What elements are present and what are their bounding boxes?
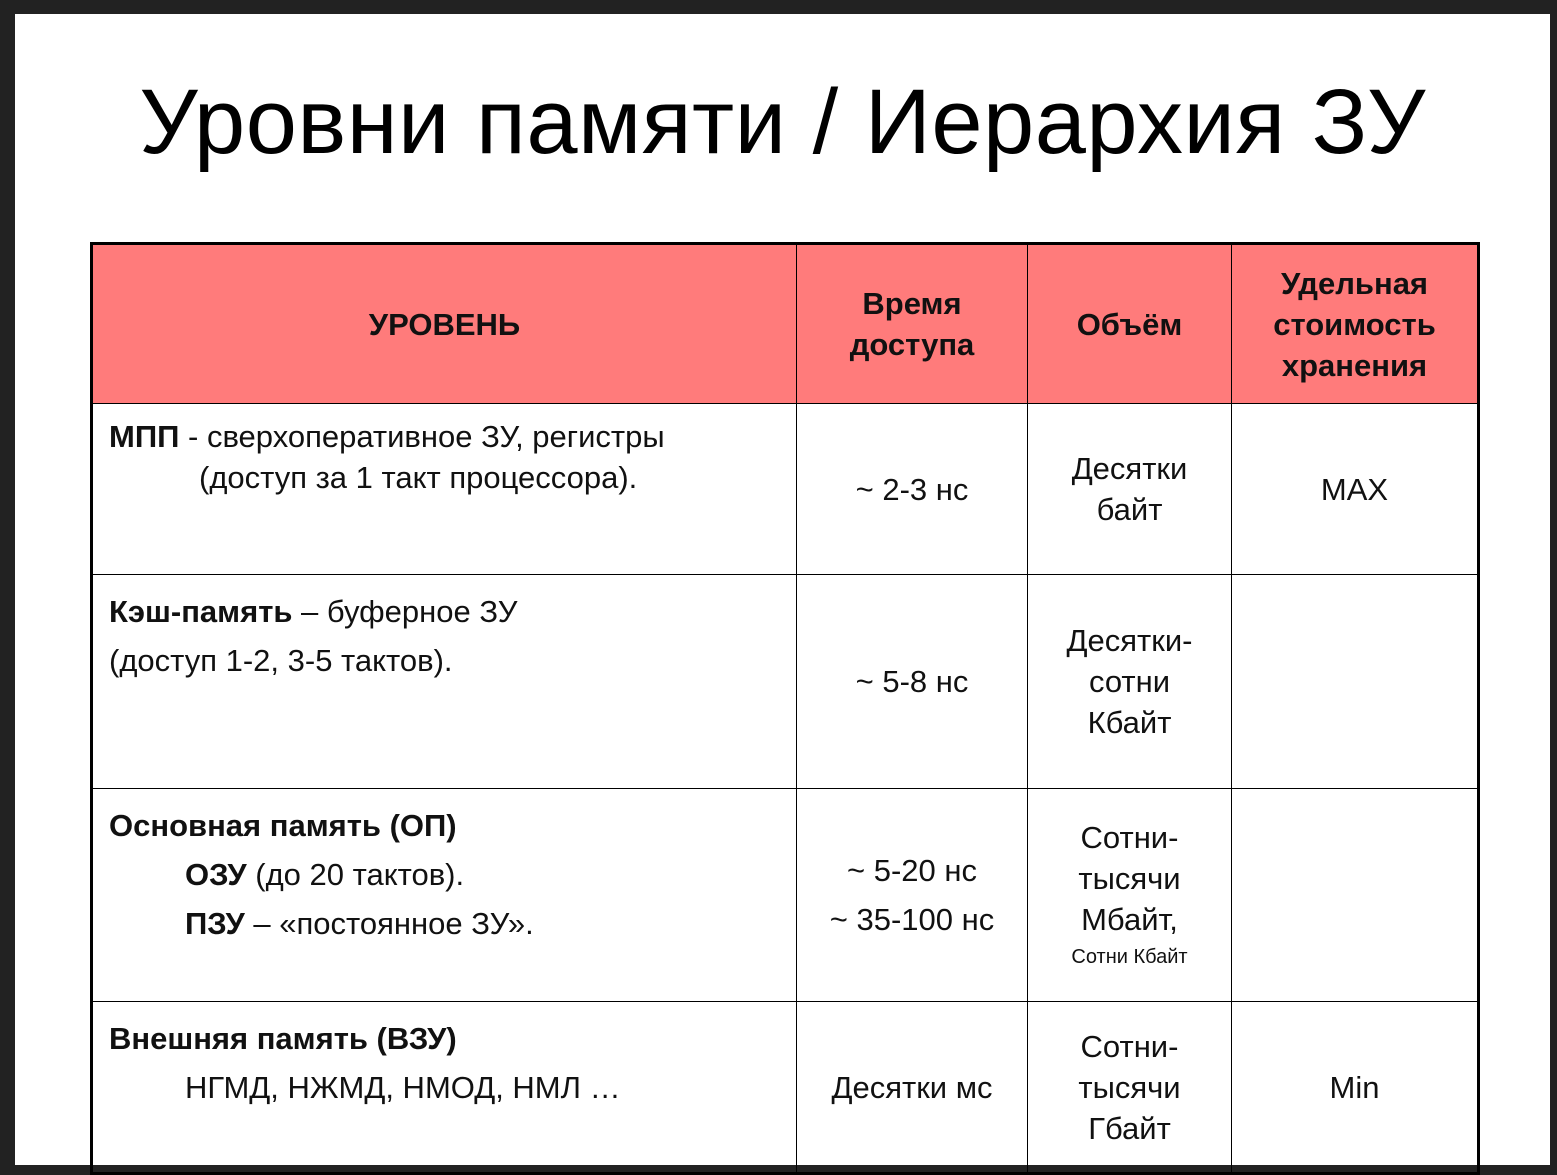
level-name: МПП (109, 419, 180, 454)
sub-level-ozu: ОЗУ (до 20 тактов). (185, 857, 465, 892)
table-row (92, 575, 1479, 789)
level-note: (доступ за 1 такт процессора). (199, 460, 638, 495)
volume-note: Сотни Кбайт (1071, 945, 1188, 968)
cell-level (92, 575, 797, 789)
level-note: НГМД, НЖМД, НМОД, НМЛ … (185, 1070, 621, 1105)
cell-cost: Min (1232, 1002, 1479, 1174)
header-volume: Объём (1028, 244, 1232, 404)
level-name: Кэш-память (109, 594, 293, 629)
level-description: – буферное ЗУ (292, 594, 518, 629)
level-description: - сверхоперативное ЗУ, регистры (179, 419, 665, 454)
cell-level (92, 1002, 797, 1174)
header-access-time: Время доступа (797, 244, 1028, 404)
cell-cost: MAX (1232, 404, 1479, 575)
cell-volume: Сотни- тысячи Мбайт, Сотни Кбайт (1028, 789, 1232, 1002)
header-level: УРОВЕНЬ (92, 244, 797, 404)
header-cost: Удельная стоимость хранения (1232, 244, 1479, 404)
cell-access-time: Десятки мс (797, 1002, 1028, 1174)
cell-cost (1232, 575, 1479, 789)
cell-access-time: ~ 5-20 нс ~ 35-100 нс (797, 789, 1028, 1002)
slide-title: Уровни памяти / Иерархия ЗУ (139, 71, 1426, 173)
memory-hierarchy-table (90, 242, 1480, 1175)
cell-volume: Сотни- тысячи Гбайт (1028, 1002, 1232, 1174)
table-row (92, 404, 1479, 575)
level-note: (доступ 1-2, 3-5 тактов). (109, 643, 453, 678)
cell-cost (1232, 789, 1479, 1002)
cell-level (92, 404, 797, 575)
level-name: Внешняя память (ВЗУ) (109, 1021, 457, 1056)
sub-level-pzu: ПЗУ – «постоянное ЗУ». (185, 906, 534, 941)
table-header-row (92, 244, 1479, 404)
cell-level (92, 789, 797, 1002)
cell-access-time: ~ 2-3 нс (797, 404, 1028, 575)
table-row (92, 789, 1479, 1002)
slide (15, 14, 1550, 1165)
table-row (92, 1002, 1479, 1174)
cell-volume: Десятки- сотни Кбайт (1028, 575, 1232, 789)
level-name: Основная память (ОП) (109, 808, 457, 843)
cell-volume: Десятки байт (1028, 404, 1232, 575)
cell-access-time: ~ 5-8 нс (797, 575, 1028, 789)
